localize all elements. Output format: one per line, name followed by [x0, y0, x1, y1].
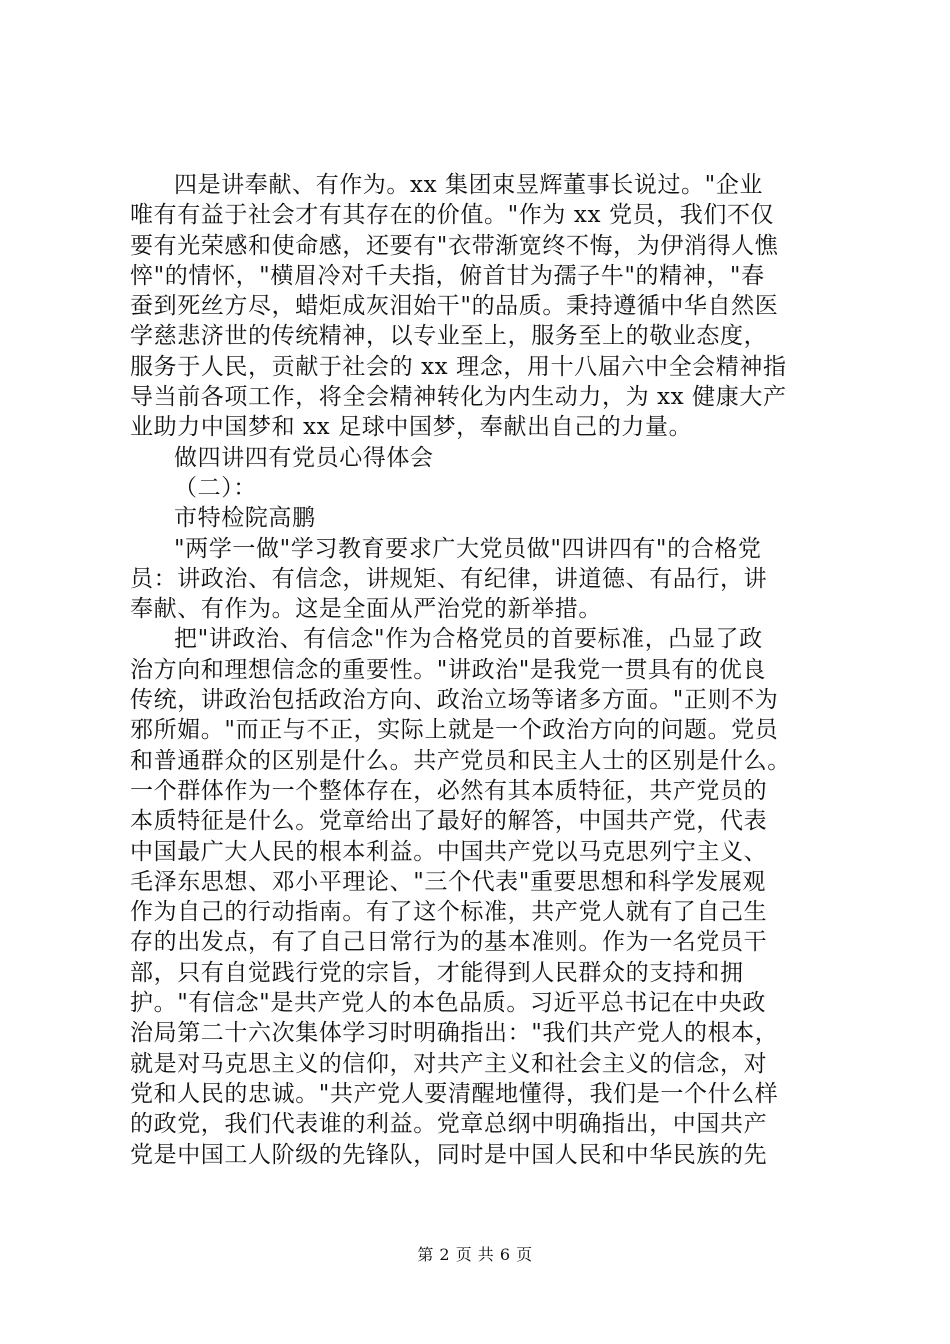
text-line: 把"讲政治、有信念"作为合格党员的首要标准，凸显了政 [174, 626, 763, 653]
text-line: 员：讲政治、有信念，讲规矩、有纪律，讲道德、有品行，讲 [130, 565, 768, 592]
text-line: （二）： [174, 474, 257, 501]
text-line: 要有光荣感和使命感，还要有"衣带渐宽终不悔，为伊消得人憔 [130, 232, 779, 259]
text-line: 学慈悲济世的传统精神，以专业至上，服务至上的敬业态度， [130, 323, 768, 350]
text-line: 和普通群众的区别是什么。共产党员和民主人士的区别是什么。 [130, 747, 791, 774]
text-line: 作为自己的行动指南。有了这个标准，共产党人就有了自己生 [130, 899, 768, 926]
text-line: 蚕到死丝方尽，蜡炬成灰泪始干"的品质。秉持遵循中华自然医 [130, 293, 779, 320]
text-line: 四是讲奉献、有作为。xx 集团束昱辉董事长说过。"企业 [174, 172, 764, 198]
page-number-footer: 第 2 页 共 6 页 [417, 1245, 533, 1264]
text-line: "两学一做"学习教育要求广大党员做"四讲四有"的合格党 [174, 535, 762, 562]
text-line: 传统，讲政治包括政治方向、政治立场等诸多方面。"正则不为 [130, 687, 779, 714]
text-line: 导当前各项工作，将全会精神转化为内生动力，为 xx 健康大产 [130, 384, 787, 411]
text-line: 业助力中国梦和 xx 足球中国梦，奉献出自己的力量。 [130, 414, 693, 441]
text-line: 做四讲四有党员心得体会 [174, 444, 434, 471]
text-line: 奉献、有作为。这是全面从严治党的新举措。 [130, 596, 602, 623]
text-line: 护。"有信念"是共产党人的本色品质。习近平总书记在中央政 [130, 990, 766, 1017]
text-line: 就是对马克思主义的信仰，对共产主义和社会主义的信念，对 [130, 1050, 768, 1077]
text-line: 存的出发点，有了自己日常行为的基本准则。作为一名党员干 [130, 929, 768, 956]
text-line: 部，只有自觉践行党的宗旨，才能得到人民群众的支持和拥 [130, 959, 744, 986]
text-line: 党和人民的忠诚。"共产党人要清醒地懂得，我们是一个什么样 [130, 1080, 779, 1107]
text-line: 党是中国工人阶级的先锋队，同时是中国人民和中华民族的先 [130, 1141, 768, 1168]
text-line: 唯有有益于社会才有其存在的价值。"作为 xx 党员，我们不仅 [130, 202, 775, 229]
text-line: 一个群体作为一个整体存在，必然有其本质特征，共产党员的 [130, 777, 768, 804]
text-line: 中国最广大人民的根本利益。中国共产党以马克思列宁主义、 [130, 838, 768, 865]
text-line: 治方向和理想信念的重要性。"讲政治"是我党一贯具有的优良 [130, 656, 766, 683]
text-line: 治局第二十六次集体学习时明确指出："我们共产党人的根本， [130, 1020, 779, 1047]
text-line: 的政党，我们代表谁的利益。党章总纲中明确指出，中国共产 [130, 1111, 768, 1138]
text-line: 本质特征是什么。党章给出了最好的解答，中国共产党，代表 [130, 808, 768, 835]
text-line: 市特检院高鹏 [174, 505, 316, 532]
text-line: 悴"的情怀，"横眉冷对千夫指，俯首甘为孺子牛"的精神，"春 [130, 262, 765, 289]
document-body [130, 170, 830, 1170]
text-line: 毛泽东思想、邓小平理论、"三个代表"重要思想和科学发展观 [130, 868, 766, 895]
text-line: 邪所媚。"而正与不正，实际上就是一个政治方向的问题。党员 [130, 717, 779, 744]
text-line: 服务于人民，贡献于社会的 xx 理念，用十八届六中全会精神指 [130, 353, 787, 380]
